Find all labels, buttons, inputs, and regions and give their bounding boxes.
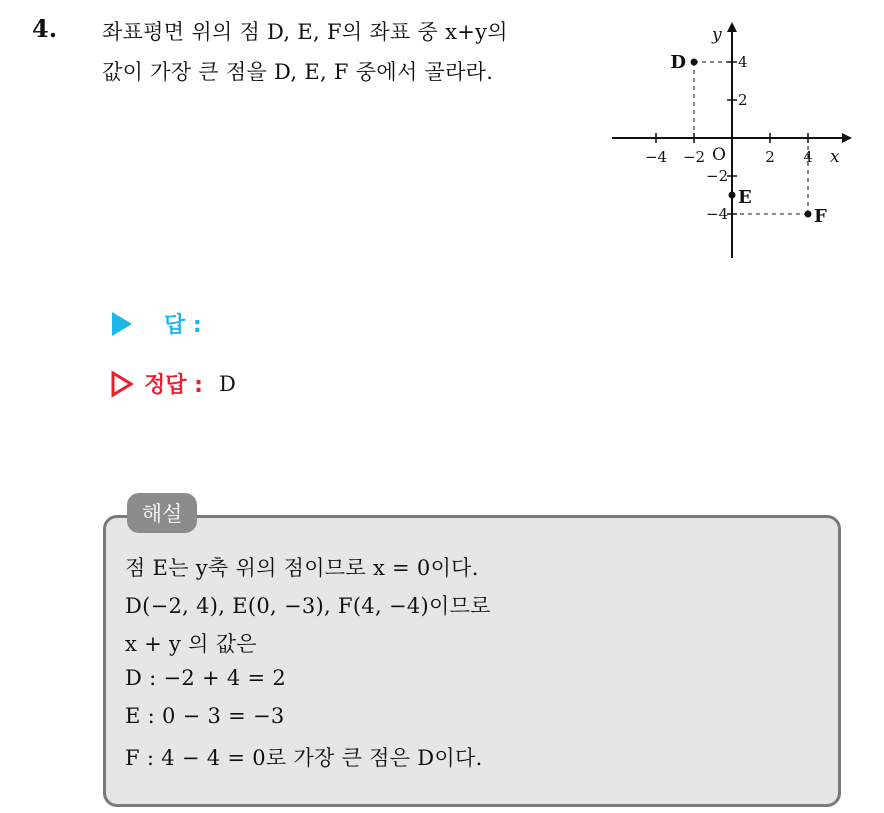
point-d	[691, 59, 698, 66]
origin-label: O	[712, 145, 726, 165]
answer-label: 답 :	[164, 313, 202, 338]
y-axis-arrow-icon	[727, 22, 737, 32]
y-tick-label: −4	[706, 205, 729, 223]
coordinate-plane	[604, 18, 856, 263]
y-tick-label: 4	[738, 53, 748, 71]
explanation-tab: 해설	[127, 493, 197, 533]
explanation-line-4: D : −2 + 4 = 2	[125, 666, 287, 690]
y-tick-label: −2	[706, 167, 729, 185]
x-axis-arrow-icon	[842, 133, 852, 143]
y-axis-label: y	[712, 25, 722, 45]
explanation-line-3: x + y 의 값은	[125, 632, 257, 656]
point-f	[805, 211, 812, 218]
x-tick-label: 4	[803, 148, 813, 166]
play-filled-icon	[110, 310, 134, 338]
correct-answer-row	[110, 368, 236, 399]
correct-answer-label: 정답 :	[144, 373, 203, 398]
question-text-line-2: 값이 가장 큰 점을 D, E, F 중에서 골라라.	[102, 60, 494, 84]
explanation-line-6: F : 4 − 4 = 0로 가장 큰 점은 D이다.	[125, 746, 483, 770]
explanation-line-5: E : 0 − 3 = −3	[125, 704, 285, 728]
x-tick-label: −2	[682, 148, 706, 166]
question-number: 4.	[32, 14, 58, 43]
question-text-line-1: 좌표평면 위의 점 D, E, F의 좌표 중 x+y의	[102, 20, 508, 44]
y-tick-label: 2	[738, 91, 748, 109]
point-e	[729, 192, 736, 199]
explanation-line-2: D(−2, 4), E(0, −3), F(4, −4)이므로	[125, 594, 491, 618]
point-label-e: E	[738, 187, 752, 208]
x-tick-label: −4	[644, 148, 668, 166]
point-label-d: D	[670, 52, 686, 73]
explanation-line-1: 점 E는 y축 위의 점이므로 x = 0이다.	[125, 556, 479, 580]
x-axis-label: x	[830, 147, 840, 167]
play-outline-icon	[110, 370, 134, 398]
correct-answer-value: D	[218, 371, 236, 396]
point-label-f: F	[814, 206, 827, 227]
answer-row	[110, 308, 202, 339]
x-tick-label: 2	[765, 148, 775, 166]
